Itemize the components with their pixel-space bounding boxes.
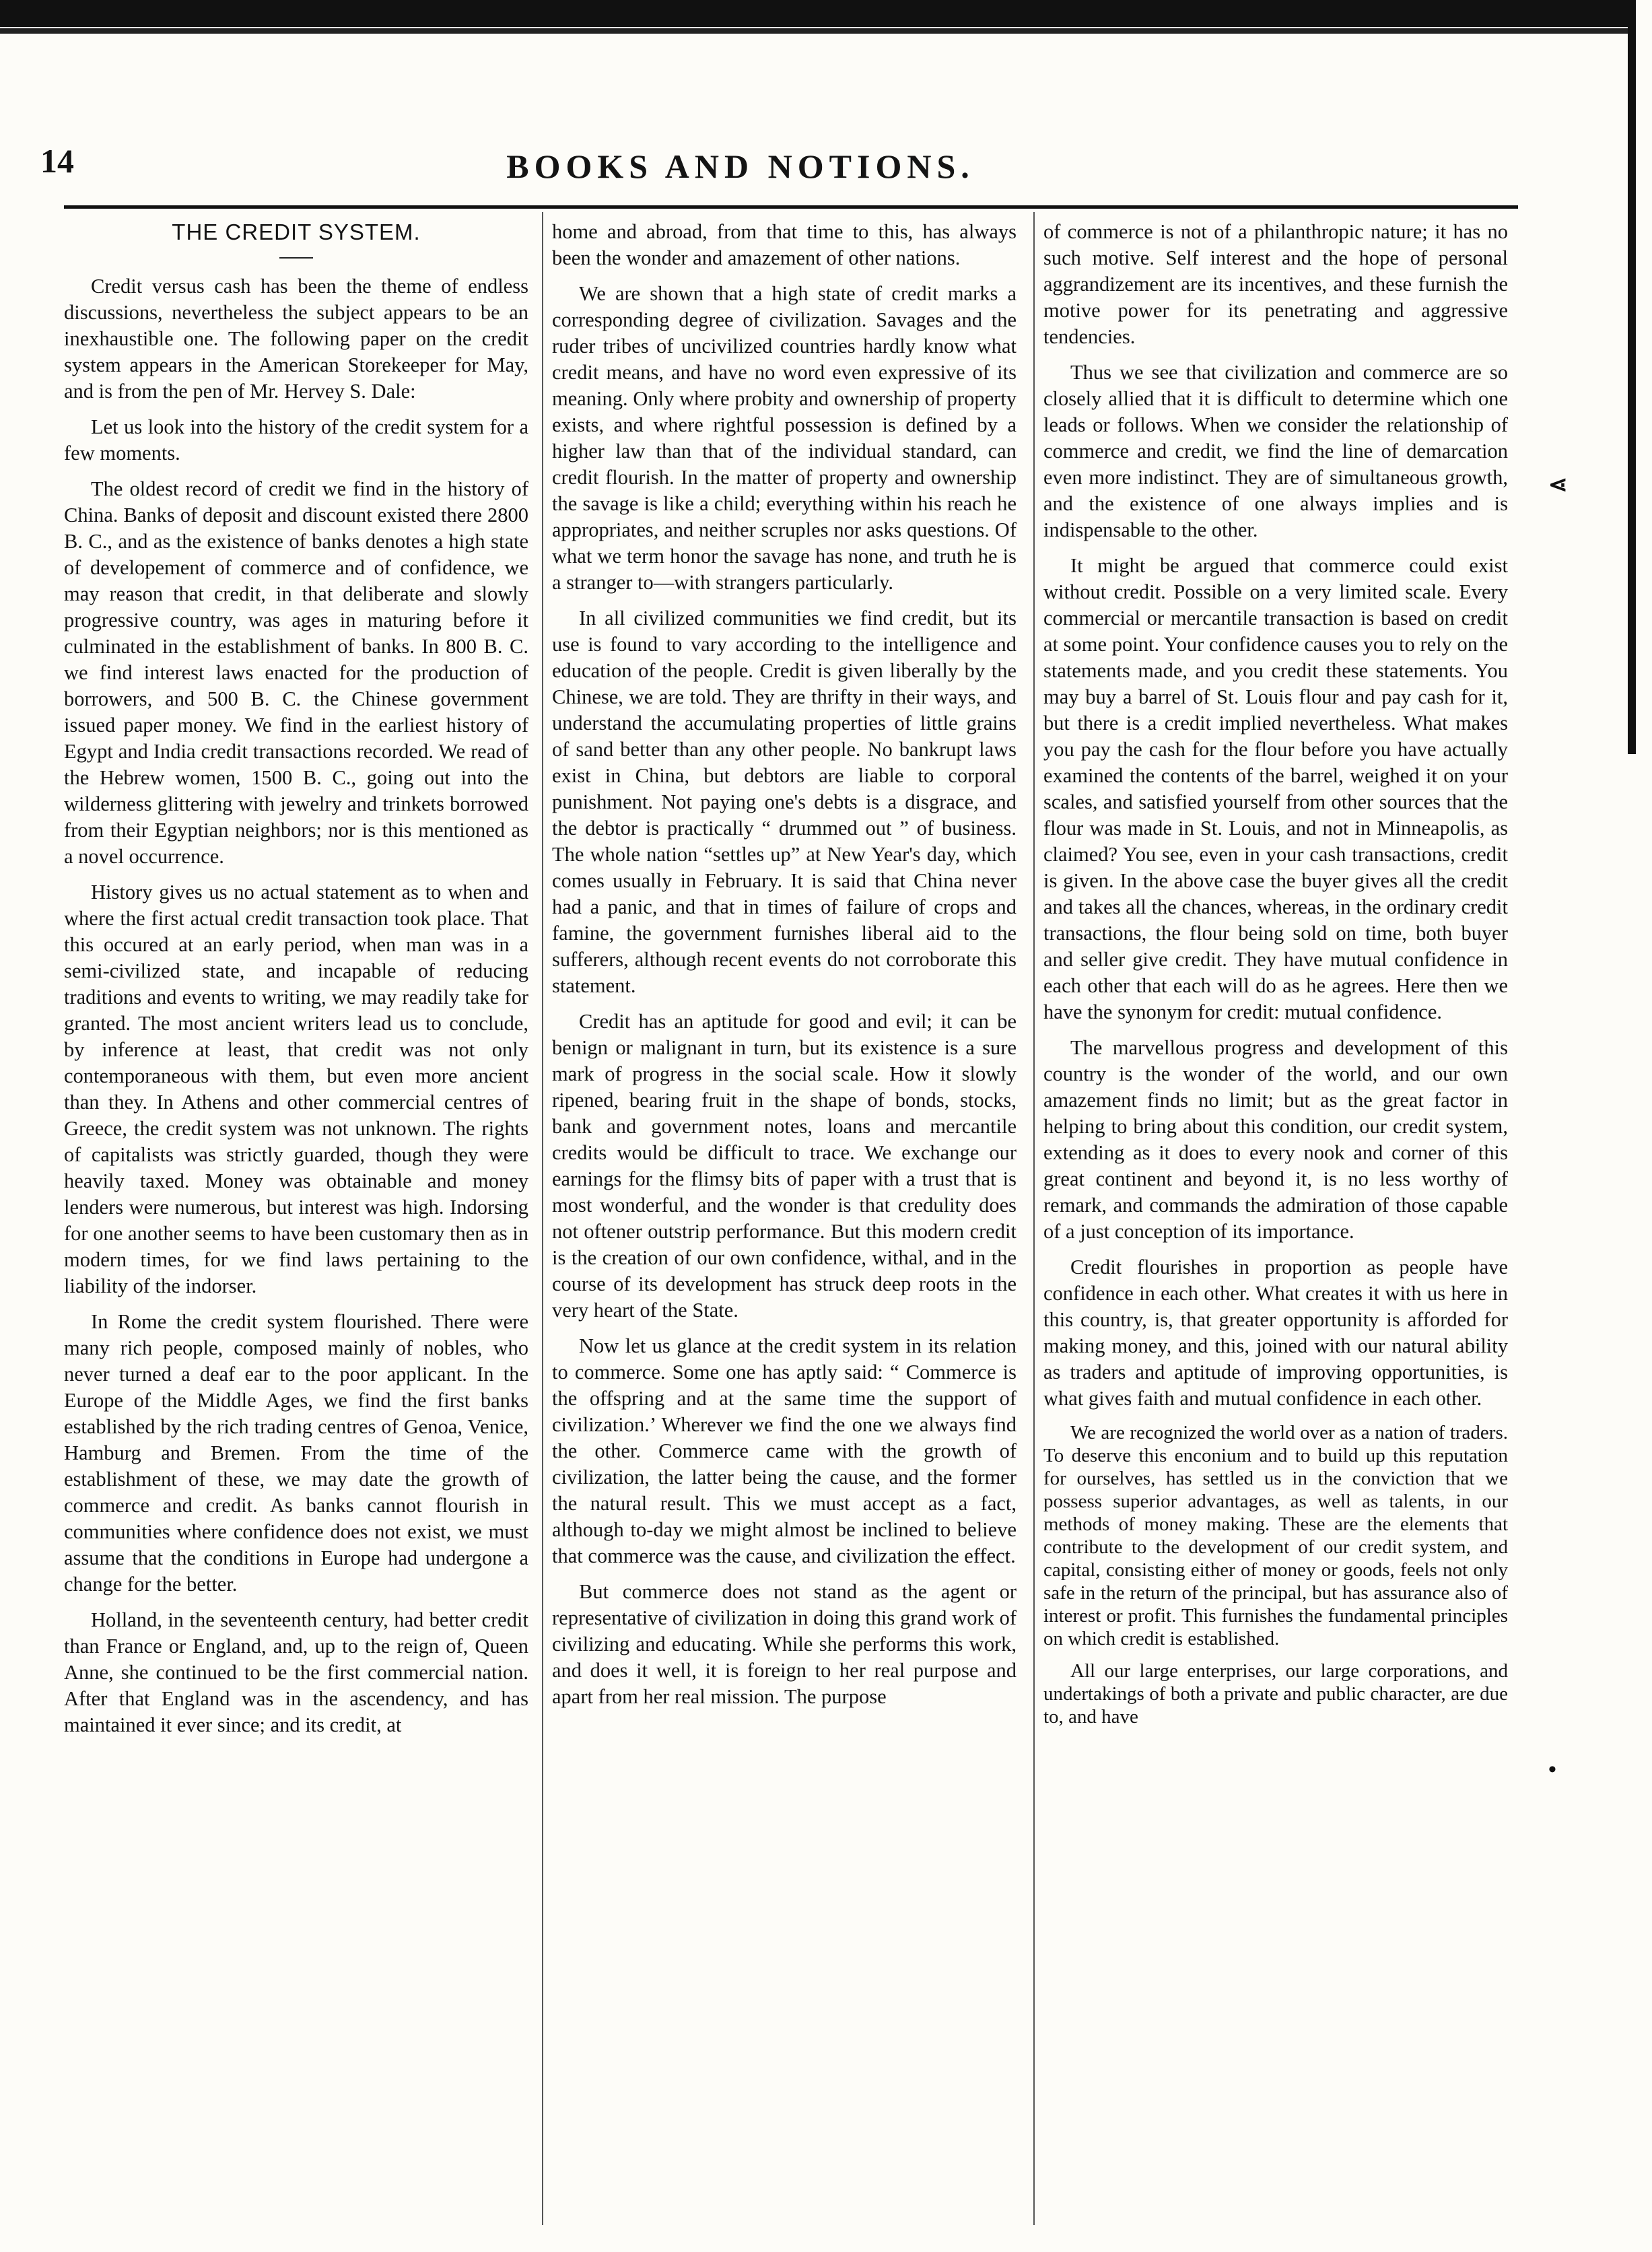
paragraph: Holland, in the seventeenth century, had better credit than France or England, and, up to the reign of, Queen Anne, she continued to be the first commercial nation. After that England was in the ascendency, and has maintained it ever since; and its credit, at [64, 1608, 528, 1736]
paragraph: Thus we see that civilization and commerce are so closely allied that it is difficult to determine which one leads or follows. When we consider the relationship of commerce and credit, we find the line of demarcation even more indistinct. They are of simultaneous growth, and the existence of one always implies and is indispensable to the other. [1043, 361, 1508, 541]
paragraph: The oldest record of credit we find in the history of China. Banks of deposit and discount existed there 2800 B. C., and as the existence of banks denotes a high state of developement of commerce and of confidence, we may reason that credit, in that deliberate and slowly progressive country, was ages in maturing before it culminated in the establishment of banks. In 800 B. C. we find interest laws enacted for the production of borrowers, and 500 B. C. the Chinese government issued paper money. We find in the earliest history of Egypt and India credit transactions recorded. We read of the Hebrew women, 1500 B. C., going out into the wilderness glittering with jewelry and trinkets borrowed from their Egyptian neighbors; nor is this mentioned as a novel occurrence. [64, 477, 528, 868]
paragraph: Credit versus cash has been the theme of endless discussions, nevertheless the subject appears to be an inexhaustible one. The following paper on the credit system appears in the American Storekeeper for May, and is from the pen of Mr. Hervey S. Dale: [64, 275, 528, 403]
paragraph: Credit flourishes in proportion as people have confidence in each other. What creates it with us here in this country, is, that greater opportunity is afforded for making money, and this, joined with our natural ability as traders and aptitude of improving opportunities, is what gives faith and mutual confidence in each other. [1043, 1256, 1508, 1410]
paragraph: home and abroad, from that time to this, has always been the wonder and amazement of other nations. [552, 220, 1017, 269]
paragraph: All our large enterprises, our large corporations, and undertakings of both a private and public character, are due to, and have [1043, 1660, 1508, 1728]
paragraph: But commerce does not stand as the agent or representative of civilization in doing this grand work of civilizing and educating. While she performs this work, and does it well, it is foreign to her real purpose and apart from her real mission. The purpose [552, 1580, 1017, 1708]
paragraph: History gives us no actual statement as to when and where the first actual credit transaction took place. That this occured at an early period, when man was in a semi-civilized state, and incapable of reducing traditions and events to writing, we may readily take for granted. The most ancient writers lead us to conclude, by inference at least, that credit was not only contemporaneous with them, but even more ancient than they. In Athens and other commercial centres of Greece, the credit system was not unknown. The rights of capitalists was strictly guarded, though they were heavily taxed. Money was obtainable and money lenders were numerous, but interest was high. Indorsing for one another seems to have been customary then as in modern times, for we find laws pertaining to the liability of the indorser. [64, 881, 528, 1297]
margin-ink-mark: • [1548, 1757, 1556, 1782]
paragraph: In all civilized communities we find credit, but its use is found to vary according to the intelligence and education of the people. Credit is given liberally by the Chinese, we are told. They are thrifty in their ways, and understand the accumulating properties of little grains of sand better than any other people. No bankrupt laws exist in China, but debtors are liable to corporal punishment. Not paying one's debts is a disgrace, and the debtor is practically “ drummed out ” of business. The whole nation “settles up” at New Year's day, which comes usually in February. It is said that China never had a panic, and that in times of failure of crops and famine, the government furnishes liberal aid to the sufferers, although recent events do not corroborate this statement. [552, 607, 1017, 997]
top-border-rule-inner [0, 28, 1629, 34]
title-dash [279, 257, 313, 259]
paragraph: of commerce is not of a philanthropic nature; it has no such motive. Self interest and the hope of personal aggrandizement are its incentives, and these furnish the motive power for its penetrating and aggressive tendencies. [1043, 220, 1508, 348]
paragraph: Credit has an aptitude for good and evil; it can be benign or malignant in turn, but its existence is a sure mark of progress in the social scale. How it slowly ripened, bearing fruit in the shape of bonds, stocks, bank and government notes, loans and mercantile credits would be difficult to trace. We exchange our earnings for the flimsy bits of paper with a trust that is most wonderful, and the wonder is that credulity does not oftener outstrip performance. But this modern credit is the creation of our own confidence, withal, and in the course of its development has struck deep roots in the very heart of the State. [552, 1010, 1017, 1322]
paragraph: In Rome the credit system flourished. There were many rich people, composed mainly of nobles, who never turned a deaf ear to the poor applicant. In the Europe of the Middle Ages, we find the first banks established by the rich trading centres of Genoa, Venice, Hamburg and Bremen. From the time of the establishment of these, we may date the growth of commerce and credit. As banks cannot flourish in communities where confidence does not exist, we must assume that the conditions in Europe had undergone a change for the better. [64, 1310, 528, 1596]
paragraph: The marvellous progress and development of this country is the wonder of the world, and our own amazement finds no limit; but as the great factor in helping to bring about this condition, our credit system, extending as it does to every nook and corner of this great continent and beyond it, is no less worthy of remark, and commands the admiration of those capable of a just conception of its importance. [1043, 1036, 1508, 1243]
article-column-1 [64, 219, 528, 2232]
paragraph: Now let us glance at the credit system in its relation to commerce. Some one has aptly said: “ Commerce is the offspring and at the same time the support of civilization.’ Wherever we find the one we always find the other. Commerce came with the growth of civilization, the latter being the cause, and the former the natural result. This we must accept as a fact, although to-day we might almost be inclined to believe that commerce was the cause, and civilization the effect. [552, 1334, 1017, 1567]
right-border-rule [1628, 0, 1636, 754]
article-column-3 [1043, 219, 1508, 2232]
article-column-2 [552, 219, 1017, 2232]
article-title: THE CREDIT SYSTEM. [172, 219, 421, 244]
paragraph: It might be argued that commerce could exist without credit. Possible on a very limited scale. Every commercial or mercantile transaction is based on credit at some point. Your confidence causes you to rely on the statements made, and you credit these statements. You may buy a barrel of St. Louis flour and pay cash for it, but there is a credit implied nevertheless. What makes you pay the cash for the flour before you have actually examined the contents of the barrel, weighed it on your scales, and satisfied yourself from other sources that the flour was made in St. Louis, and not in Minneapolis, as claimed? You see, even in your cash transactions, credit is given. In the above case the buyer gives all the credit and takes all the chances, whereas, in the ordinary credit transactions, the flour being sold on time, both buyer and seller give credit. They have mutual confidence in each other that each will do as he agrees. Here then we have the synonym for credit: mutual confidence. [1043, 554, 1508, 1023]
column-divider [1033, 212, 1035, 2225]
paragraph: We are recognized the world over as a nation of traders. To deserve this enconium and to build up this reputation for ourselves, has settled us in the conviction that we possess superior advantages, as well as talents, in our methods of money making. These are the elements that contribute to the development of our credit system, and capital, consisting either of money or goods, feels not only safe in the return of the principal, but has assurance also of interest or profit. This furnishes the fundamental principles on which credit is established. [1043, 1422, 1508, 1649]
paragraph: We are shown that a high state of credit marks a corresponding degree of civilization. Savages and the ruder tribes of uncivilized countries hardly know what credit means, and have no word even expressive of its meaning. Only where probity and ownership of property exists, and where rightful possession is defined by a higher law than that of the individual standard, can credit flourish. In the matter of property and ownership the savage is like a child; everything within his reach he appropriates, and neither scruples nor asks questions. Of what we term honor the savage has none, and truth he is a stranger to—with strangers particularly. [552, 282, 1017, 594]
margin-ink-mark: ⋖ [1548, 473, 1568, 498]
top-border-rule [0, 0, 1629, 27]
paragraph: Let us look into the history of the credit system for a few moments. [64, 415, 528, 465]
header-rule [64, 205, 1518, 209]
column-divider [542, 212, 543, 2225]
running-head: BOOKS AND NOTIONS. [506, 147, 975, 185]
page-number: 14 [40, 142, 74, 180]
